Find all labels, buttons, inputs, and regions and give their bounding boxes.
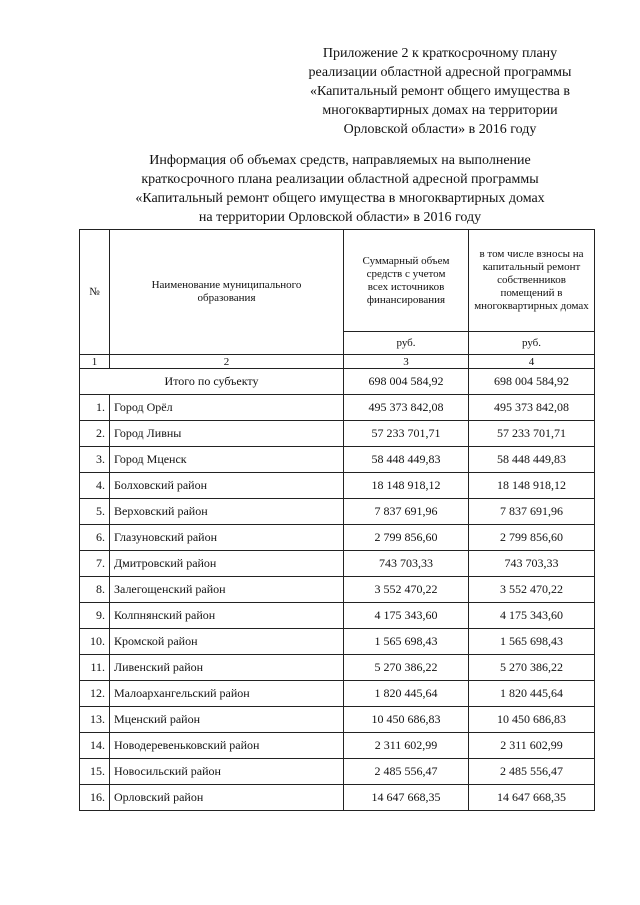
row-contrib: 2 311 602,99 [469, 733, 595, 759]
title-line: на территории Орловской области» в 2016 году [198, 210, 482, 225]
row-total: 5 270 386,22 [344, 655, 469, 681]
table-row [80, 785, 595, 811]
row-contrib: 7 837 691,96 [469, 499, 595, 525]
row-total: 57 233 701,71 [344, 421, 469, 447]
row-number: 8. [80, 577, 110, 603]
municipality-name: Ливенский район [110, 655, 344, 681]
row-contrib: 743 703,33 [469, 551, 595, 577]
row-number: 12. [80, 681, 110, 707]
row-contrib: 1 820 445,64 [469, 681, 595, 707]
header-name: Наименование муниципального образования [110, 230, 344, 355]
municipality-name: Город Ливны [110, 421, 344, 447]
total-contrib: 698 004 584,92 [469, 369, 595, 395]
document-title [100, 151, 580, 227]
municipality-name: Болховский район [110, 473, 344, 499]
row-total: 743 703,33 [344, 551, 469, 577]
row-total: 58 448 449,83 [344, 447, 469, 473]
unit-contrib: руб. [469, 332, 595, 355]
colnum-3: 3 [344, 355, 469, 369]
row-number: 9. [80, 603, 110, 629]
row-number: 14. [80, 733, 110, 759]
municipality-name: Дмитровский район [110, 551, 344, 577]
row-total: 3 552 470,22 [344, 577, 469, 603]
table-row [80, 733, 595, 759]
table-row [80, 707, 595, 733]
row-contrib: 2 799 856,60 [469, 525, 595, 551]
row-total: 495 373 842,08 [344, 395, 469, 421]
row-number: 4. [80, 473, 110, 499]
table-row [80, 629, 595, 655]
unit-total: руб. [344, 332, 469, 355]
total-value: 698 004 584,92 [344, 369, 469, 395]
row-total: 1 565 698,43 [344, 629, 469, 655]
row-total: 18 148 918,12 [344, 473, 469, 499]
table-colnum-row [80, 355, 595, 369]
appendix-line: реализации областной адресной программы [308, 65, 572, 80]
row-contrib: 495 373 842,08 [469, 395, 595, 421]
table-row [80, 447, 595, 473]
header-total: Суммарный объем средств с учетом всех источников финансирования [344, 230, 469, 332]
municipality-name: Залегощенский район [110, 577, 344, 603]
total-label: Итого по субъекту [80, 369, 344, 395]
title-line: «Капитальный ремонт общего имущества в многоквартирных домах [135, 191, 545, 206]
table-row [80, 655, 595, 681]
row-total: 4 175 343,60 [344, 603, 469, 629]
municipality-name: Кромской район [110, 629, 344, 655]
municipality-name: Орловский район [110, 785, 344, 811]
row-contrib: 14 647 668,35 [469, 785, 595, 811]
municipality-name: Новодеревеньковский район [110, 733, 344, 759]
header-num: № [80, 230, 110, 355]
row-total: 2 799 856,60 [344, 525, 469, 551]
row-contrib: 3 552 470,22 [469, 577, 595, 603]
row-number: 2. [80, 421, 110, 447]
row-number: 10. [80, 629, 110, 655]
row-total: 7 837 691,96 [344, 499, 469, 525]
row-contrib: 1 565 698,43 [469, 629, 595, 655]
row-contrib: 10 450 686,83 [469, 707, 595, 733]
row-total: 1 820 445,64 [344, 681, 469, 707]
row-contrib: 4 175 343,60 [469, 603, 595, 629]
table-body [80, 395, 595, 811]
row-number: 1. [80, 395, 110, 421]
table-row [80, 499, 595, 525]
row-contrib: 18 148 918,12 [469, 473, 595, 499]
header-contrib: в том числе взносы на капитальный ремонт собственников помещений в многоквартирных домах [469, 230, 595, 332]
row-number: 5. [80, 499, 110, 525]
table-row [80, 473, 595, 499]
table-header-row [80, 230, 595, 332]
row-total: 10 450 686,83 [344, 707, 469, 733]
row-total: 2 311 602,99 [344, 733, 469, 759]
row-contrib: 2 485 556,47 [469, 759, 595, 785]
total-row [80, 369, 595, 395]
row-total: 14 647 668,35 [344, 785, 469, 811]
row-total: 2 485 556,47 [344, 759, 469, 785]
appendix-line: Орловской области» в 2016 году [343, 122, 537, 137]
table-row [80, 395, 595, 421]
appendix-heading [290, 44, 590, 139]
municipality-name: Город Орёл [110, 395, 344, 421]
table-row [80, 525, 595, 551]
municipality-name: Новосильский район [110, 759, 344, 785]
row-contrib: 5 270 386,22 [469, 655, 595, 681]
table-row [80, 551, 595, 577]
row-number: 15. [80, 759, 110, 785]
row-number: 16. [80, 785, 110, 811]
municipality-name: Глазуновский район [110, 525, 344, 551]
colnum-1: 1 [80, 355, 110, 369]
row-number: 6. [80, 525, 110, 551]
colnum-2: 2 [110, 355, 344, 369]
row-number: 3. [80, 447, 110, 473]
table-row [80, 577, 595, 603]
municipality-name: Колпнянский район [110, 603, 344, 629]
row-number: 7. [80, 551, 110, 577]
table-row [80, 759, 595, 785]
row-contrib: 58 448 449,83 [469, 447, 595, 473]
appendix-line: многоквартирных домах на территории [322, 103, 558, 118]
appendix-line: «Капитальный ремонт общего имущества в [309, 84, 571, 99]
table-row [80, 421, 595, 447]
municipality-name: Малоархангельский район [110, 681, 344, 707]
row-number: 11. [80, 655, 110, 681]
table-row [80, 681, 595, 707]
municipality-name: Город Мценск [110, 447, 344, 473]
municipality-name: Верховский район [110, 499, 344, 525]
funding-table [79, 229, 595, 811]
table-row [80, 603, 595, 629]
title-line: Информация об объемах средств, направляемых на выполнение [149, 153, 531, 168]
row-contrib: 57 233 701,71 [469, 421, 595, 447]
appendix-line: Приложение 2 к краткосрочному плану [322, 46, 558, 61]
row-number: 13. [80, 707, 110, 733]
municipality-name: Мценский район [110, 707, 344, 733]
colnum-4: 4 [469, 355, 595, 369]
title-line: краткосрочного плана реализации областной адресной программы [141, 172, 539, 187]
